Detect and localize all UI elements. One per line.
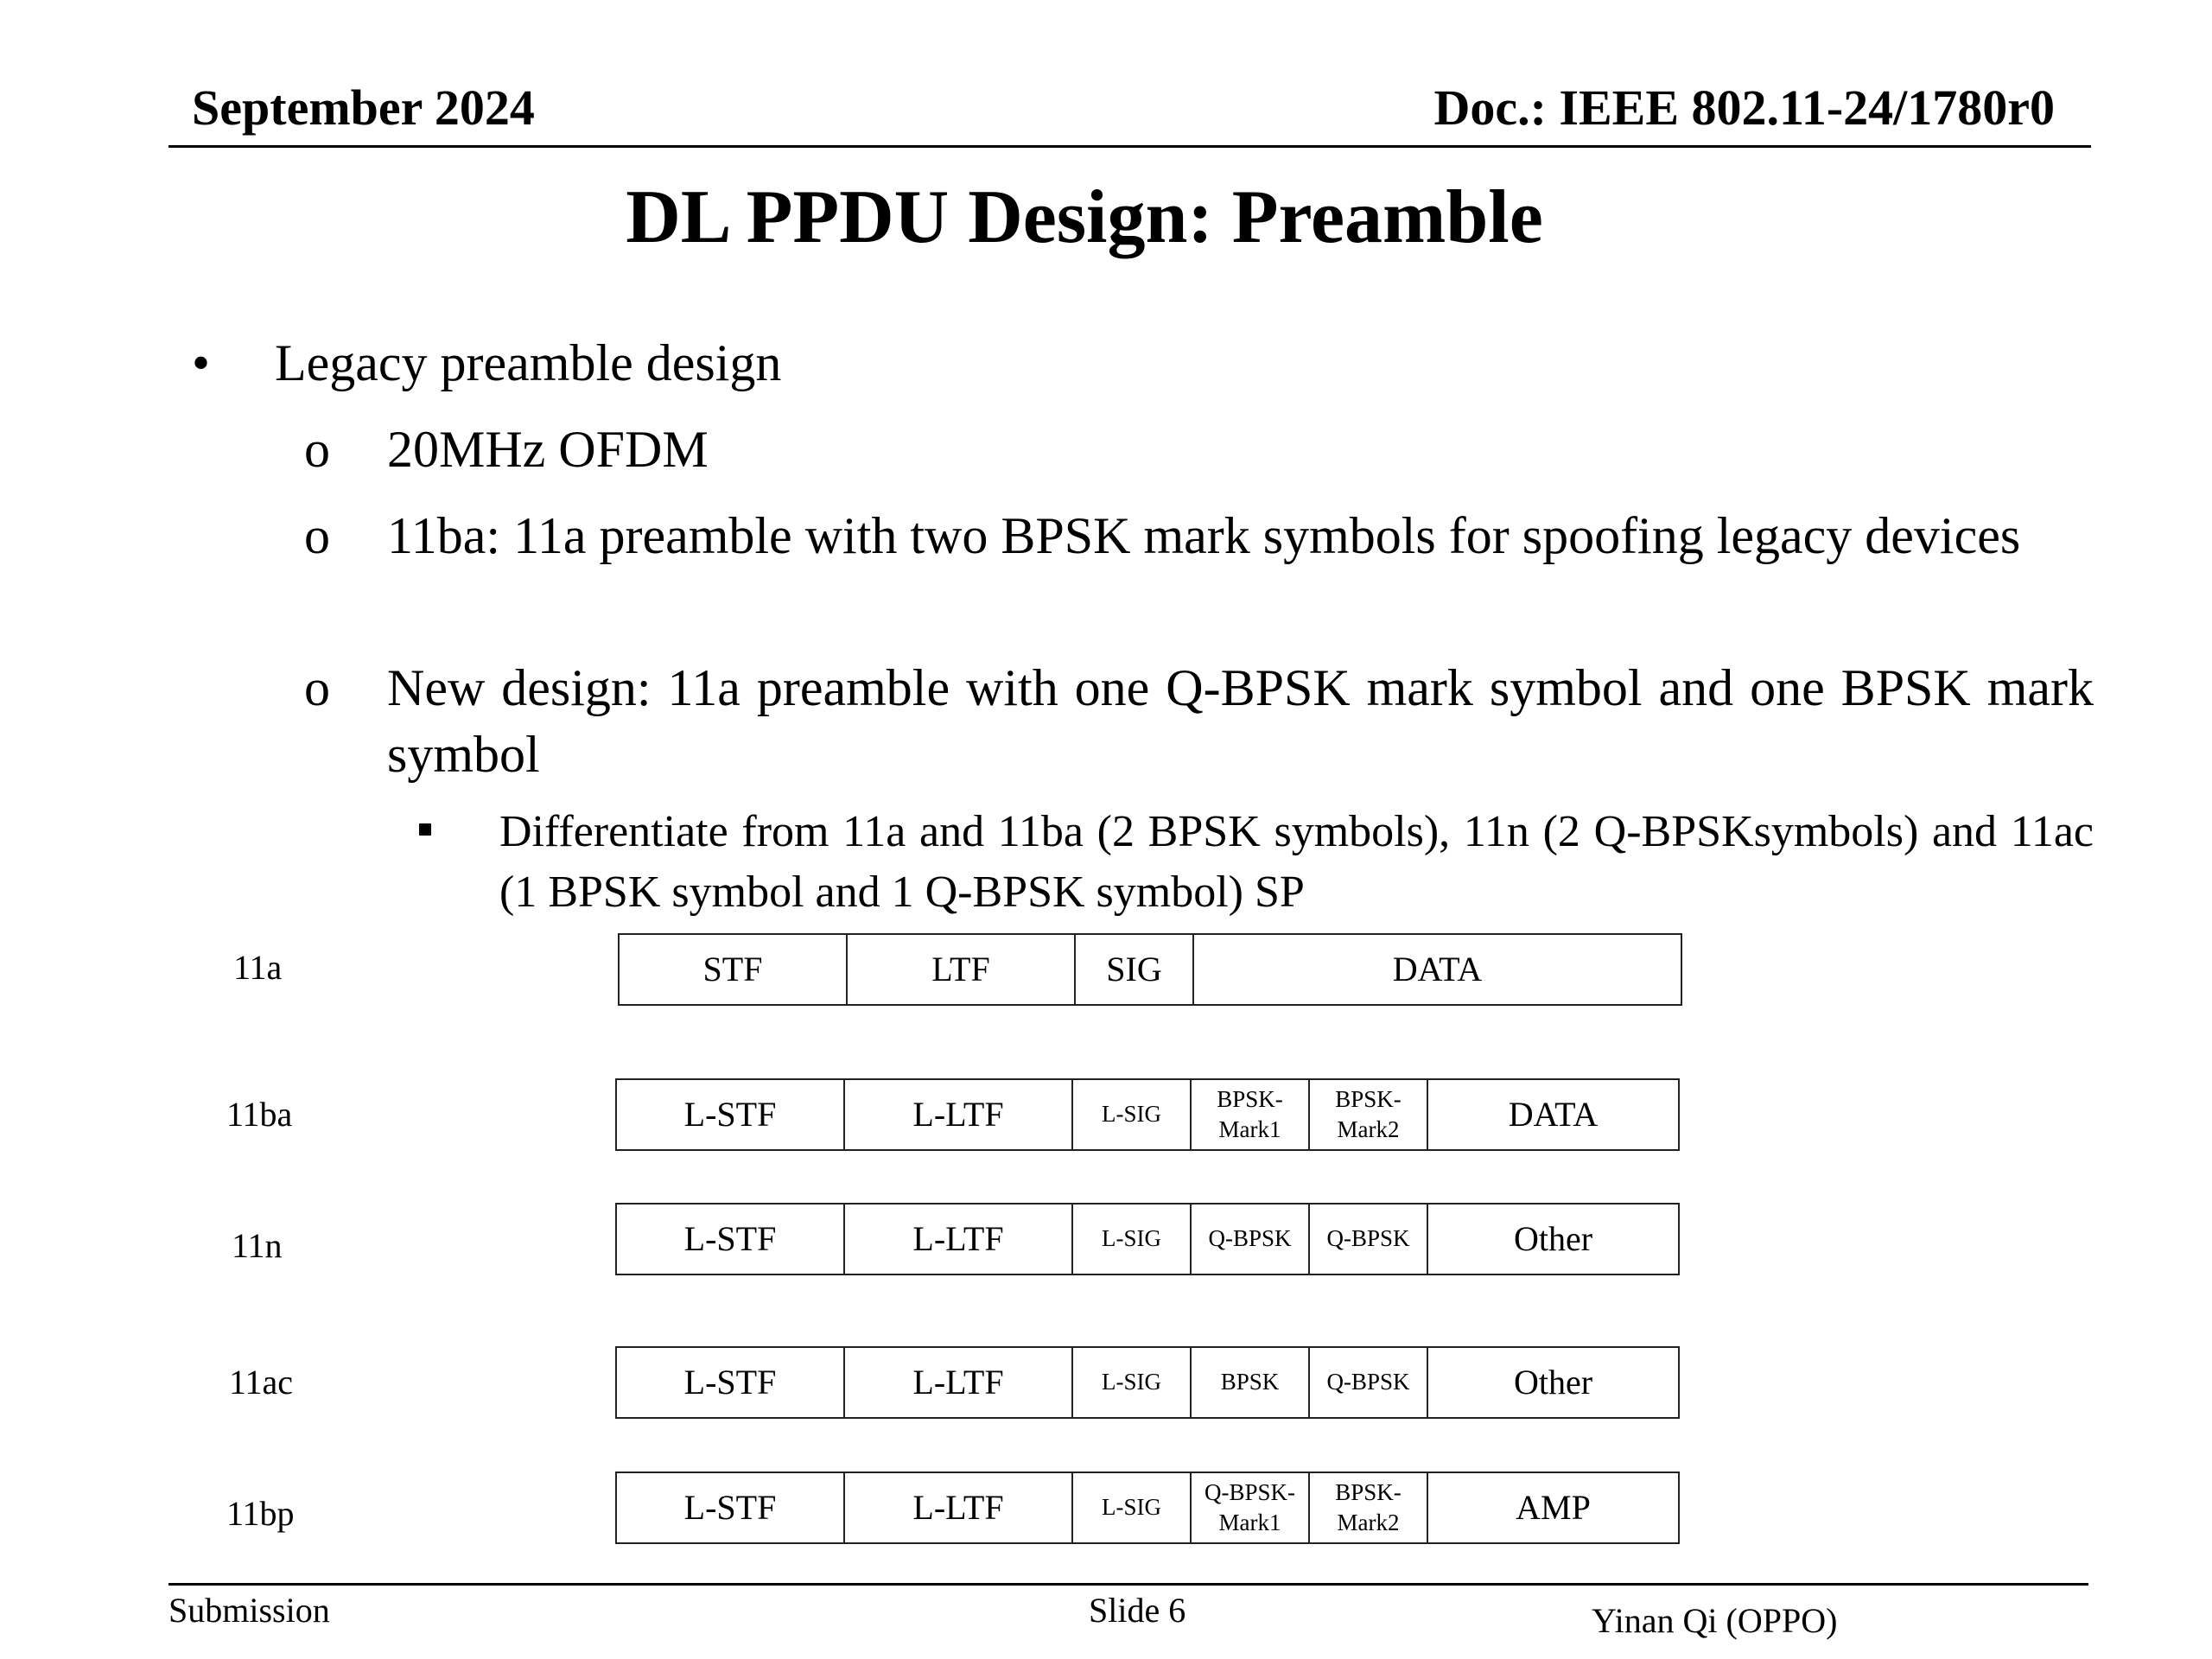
frame-11a xyxy=(618,933,1682,1006)
sub-bullet-new-design: New design: 11a preamble with one Q-BPSK mark symbol and one BPSK mark symbol xyxy=(387,659,2094,783)
row-label-11bp: 11bp xyxy=(226,1494,295,1533)
field-bpsk: BPSK xyxy=(1192,1348,1310,1417)
field-q-bpsk: Q-BPSK xyxy=(1310,1348,1428,1417)
footer-slide-number: Slide 6 xyxy=(1089,1591,1186,1630)
sub-sub-bullet-differentiate: Differentiate from 11a and 11ba (2 BPSK symbols), 11n (2 Q-BPSKsymbols) and 11ac (1 BPSK symbol and 1 Q-BPSK symbol) SP xyxy=(499,807,2094,918)
field-l-stf: L-STF xyxy=(617,1205,845,1274)
field-l-ltf: L-LTF xyxy=(845,1348,1073,1417)
field-l-sig: L-SIG xyxy=(1073,1205,1192,1274)
row-label-11ac: 11ac xyxy=(229,1363,294,1402)
field-other: Other xyxy=(1513,1219,1593,1258)
field-bpsk-mark1: BPSK- Mark1 xyxy=(1192,1080,1310,1149)
field-l-ltf: L-LTF xyxy=(845,1205,1073,1274)
field-l-sig: L-SIG xyxy=(1073,1473,1192,1542)
footer-submission: Submission xyxy=(168,1591,330,1630)
sub-bullet-20mhz-ofdm: 20MHz OFDM xyxy=(387,421,709,478)
sub-bullet-marker: o xyxy=(304,507,330,564)
field-q-bpsk-1: Q-BPSK xyxy=(1192,1205,1310,1274)
field-other: Other xyxy=(1513,1363,1593,1402)
frame-11n xyxy=(615,1203,1680,1275)
field-l-stf: L-STF xyxy=(617,1348,845,1417)
field-data: DATA xyxy=(1392,950,1483,988)
field-sig: SIG xyxy=(1076,935,1194,1004)
field-q-bpsk-2: Q-BPSK xyxy=(1310,1205,1428,1274)
row-label-11ba: 11ba xyxy=(226,1095,293,1134)
sub-bullet-marker: o xyxy=(304,421,330,478)
field-q-bpsk-mark1: Q-BPSK- Mark1 xyxy=(1192,1473,1310,1542)
field-bpsk-mark2: BPSK- Mark2 xyxy=(1310,1080,1428,1149)
bullet-marker: • xyxy=(192,334,211,391)
field-l-sig: L-SIG xyxy=(1073,1080,1192,1149)
field-l-stf: L-STF xyxy=(617,1080,845,1149)
sub-bullet-marker: o xyxy=(304,659,330,716)
field-l-sig: L-SIG xyxy=(1073,1348,1192,1417)
sub-bullet-11ba: 11ba: 11a preamble with two BPSK mark symbols for spoofing legacy devices xyxy=(387,507,2021,564)
row-label-11n: 11n xyxy=(232,1226,283,1265)
field-l-ltf: L-LTF xyxy=(845,1473,1073,1542)
slide-title: DL PPDU Design: Preamble xyxy=(626,175,1543,259)
row-label-11a: 11a xyxy=(233,948,283,987)
frame-11ac xyxy=(615,1346,1680,1419)
field-bpsk-mark2: BPSK- Mark2 xyxy=(1310,1473,1428,1542)
header-doc-id: Doc.: IEEE 802.11-24/1780r0 xyxy=(1433,79,2055,136)
frame-11ba xyxy=(615,1078,1680,1151)
footer-author: Yinan Qi (OPPO) xyxy=(1592,1601,1838,1640)
field-data: DATA xyxy=(1508,1095,1599,1134)
frame-11bp xyxy=(615,1471,1680,1544)
square-bullet-marker xyxy=(419,823,431,836)
header-rule xyxy=(168,145,2091,148)
footer-rule xyxy=(168,1583,2088,1586)
field-amp: AMP xyxy=(1516,1488,1591,1527)
field-l-stf: L-STF xyxy=(617,1473,845,1542)
field-ltf: LTF xyxy=(848,935,1076,1004)
field-l-ltf: L-LTF xyxy=(845,1080,1073,1149)
bullet-legacy-preamble: Legacy preamble design xyxy=(275,334,782,391)
header-date: September 2024 xyxy=(192,79,535,136)
field-stf: STF xyxy=(620,935,848,1004)
